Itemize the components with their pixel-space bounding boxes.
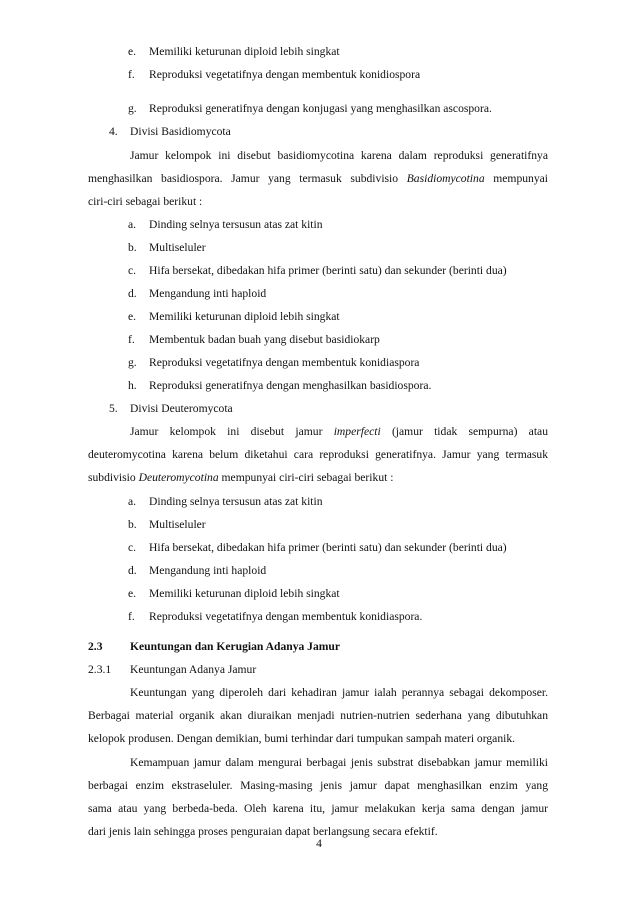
list-marker: d. bbox=[128, 564, 137, 577]
list-text: Memiliki keturunan diploid lebih singkat bbox=[149, 587, 340, 600]
text-run: mempunyai ciri-ciri sebagai berikut : bbox=[218, 471, 394, 484]
text-run: mempunyai bbox=[484, 172, 549, 185]
text-run: subdivisio bbox=[88, 471, 139, 484]
list-marker: e. bbox=[128, 587, 137, 600]
subsection-title: Keuntungan Adanya Jamur bbox=[130, 663, 257, 676]
list-text: Multiseluler bbox=[149, 241, 206, 254]
paragraph-text: Jamur kelompok ini disebut basidiomycotina karena dalam reproduksi generatifnya bbox=[130, 149, 548, 162]
list-text: Reproduksi vegetatifnya dengan membentuk konidiospora bbox=[149, 68, 421, 81]
text-run: Jamur kelompok ini disebut jamur bbox=[130, 425, 334, 438]
paragraph-text: ciri-ciri sebagai berikut : bbox=[88, 195, 203, 208]
paragraph-text: berbagai enzim ekstraseluler. Masing-masing jenis jamur dapat menghasilkan enzim yang bbox=[88, 779, 548, 792]
paragraph-text: sama atau yang berbeda-beda. Oleh karena itu, jamur melakukan kerja sama dengan jamur bbox=[88, 802, 548, 815]
italic-term: Basidiomycotina bbox=[406, 172, 485, 185]
division-number: 5. bbox=[109, 402, 118, 415]
list-text: Hifa bersekat, dibedakan hifa primer (berinti satu) dan sekunder (berinti dua) bbox=[149, 264, 507, 277]
list-marker: a. bbox=[128, 495, 137, 508]
paragraph-text: Berbagai material organik akan diuraikan menjadi nutrien-nutrien sederhana yang dibutuhkan bbox=[88, 709, 548, 722]
list-marker: c. bbox=[128, 541, 137, 554]
paragraph-text bbox=[88, 171, 548, 187]
section-number: 2.3 bbox=[88, 640, 103, 653]
subsection-number: 2.3.1 bbox=[88, 663, 112, 676]
list-text: Reproduksi vegetatifnya dengan membentuk konidiaspora. bbox=[149, 610, 423, 623]
list-marker: c. bbox=[128, 264, 137, 277]
italic-term: Deuteromycotina bbox=[138, 471, 219, 484]
list-marker: h. bbox=[128, 379, 137, 392]
list-marker: b. bbox=[128, 241, 137, 254]
list-text: Reproduksi generatifnya dengan menghasilkan basidiospora. bbox=[149, 379, 432, 392]
paragraph-text bbox=[88, 470, 393, 486]
list-text: Dinding selnya tersusun atas zat kitin bbox=[149, 495, 323, 508]
list-marker: g. bbox=[128, 102, 137, 115]
list-text: Mengandung inti haploid bbox=[149, 287, 267, 300]
division-title: Divisi Basidiomycota bbox=[130, 125, 231, 138]
list-text: Memiliki keturunan diploid lebih singkat bbox=[149, 310, 340, 323]
list-text: Dinding selnya tersusun atas zat kitin bbox=[149, 218, 323, 231]
list-marker: d. bbox=[128, 287, 137, 300]
division-number: 4. bbox=[109, 125, 118, 138]
page-number: 4 bbox=[316, 837, 322, 850]
list-text: Mengandung inti haploid bbox=[149, 564, 267, 577]
text-run: (jamur tidak sempurna) atau bbox=[380, 425, 548, 438]
list-text: Hifa bersekat, dibedakan hifa primer (berinti satu) dan sekunder (berinti dua) bbox=[149, 541, 507, 554]
list-marker: b. bbox=[128, 518, 137, 531]
paragraph-text: kelopok produsen. Dengan demikian, bumi terhindar dari tumpukan sampah materi organik. bbox=[88, 732, 516, 745]
list-marker: e. bbox=[128, 45, 137, 58]
list-marker: e. bbox=[128, 310, 137, 323]
italic-term: imperfecti bbox=[333, 425, 381, 438]
paragraph-text: deuteromycotina karena belum diketahui cara reproduksi generatifnya. Jamur yang termasuk bbox=[88, 448, 548, 461]
list-marker: a. bbox=[128, 218, 137, 231]
section-title: Keuntungan dan Kerugian Adanya Jamur bbox=[130, 640, 341, 653]
paragraph-text: Keuntungan yang diperoleh dari kehadiran jamur ialah perannya sebagai dekomposer. bbox=[130, 686, 548, 699]
paragraph-text: dari jenis lain sehingga proses penguraian dapat berlangsung secara efektif. bbox=[88, 825, 438, 838]
list-text: Memiliki keturunan diploid lebih singkat bbox=[149, 45, 340, 58]
text-run: menghasilkan basidiospora. Jamur yang termasuk subdivisio bbox=[88, 172, 407, 185]
list-text: Reproduksi vegetatifnya dengan membentuk konidiaspora bbox=[149, 356, 420, 369]
paragraph-text: Kemampuan jamur dalam mengurai berbagai jenis substrat disebabkan jamur memiliki bbox=[130, 756, 548, 769]
list-text: Membentuk badan buah yang disebut basidiokarp bbox=[149, 333, 380, 346]
list-text: Reproduksi generatifnya dengan konjugasi yang menghasilkan ascospora. bbox=[149, 102, 492, 115]
list-marker: f. bbox=[128, 610, 135, 623]
paragraph-text bbox=[130, 424, 548, 440]
division-title: Divisi Deuteromycota bbox=[130, 402, 233, 415]
list-marker: f. bbox=[128, 68, 135, 81]
list-marker: f. bbox=[128, 333, 135, 346]
list-marker: g. bbox=[128, 356, 137, 369]
list-text: Multiseluler bbox=[149, 518, 206, 531]
